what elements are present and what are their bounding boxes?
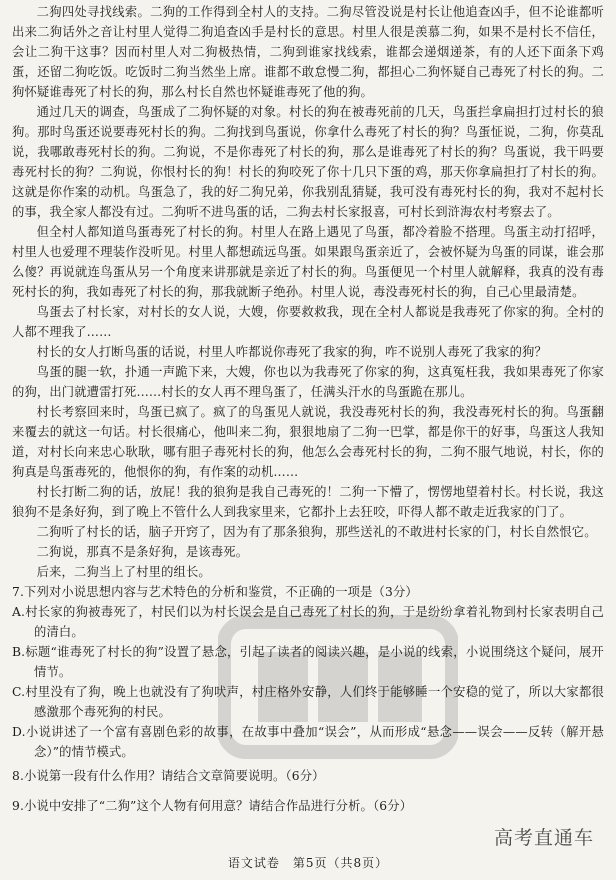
- story-paragraph-10: 二狗说，那真不是条好狗，是该毒死。: [36, 545, 249, 559]
- question-8-stem: 8.小说第一段有什么作用？请结合文章简要说明。（6分）: [12, 769, 325, 783]
- question-7-option-c: C.村里没有了狗，晚上也就没有了狗吠声，村庄格外安静，人们终于能够睡一个安稳的觉了，所以大家都很感激那个毒死狗的村民。: [12, 685, 604, 719]
- question-7-option-a: A.村长家的狗被毒死了，村民们以为村长误会是自己毒死了村长的狗，于是纷纷拿着礼物到村长家表明自己的清白。: [12, 605, 604, 639]
- story-paragraph-5: 村长的女人打断鸟蛋的话说，村里人咋都说你毒死了我家的狗，咋不说别人毒死了我家的狗？: [36, 345, 547, 359]
- question-7-stem: 7.下列对小说思想内容与艺术特色的分析和鉴赏，不正确的一项是（3分）: [12, 585, 418, 599]
- story-paragraph-3: 但全村人都知道鸟蛋毒死了村长的狗。村里人在路上遇见了鸟蛋，都冷着脸不搭理。鸟蛋主动打招呼，村里人也爱理不理装作没听见。村里人都想疏远鸟蛋。如果跟鸟蛋亲近了，会被怀疑为鸟蛋的同谋，谁会那么傻？再说就连鸟蛋从另一个角度来讲那就是亲近了村长的狗。鸟蛋便见一个村里人就解释，我真的没有毒死村长的狗，我如毒死了村长的狗，那我就断子绝孙。村里人说，毒没毒死村长的狗，自己心里最清楚。: [12, 225, 604, 299]
- question-9-stem: 9.小说中安排了“二狗”这个人物有何用意？请结合作品进行分析。（6分）: [12, 799, 413, 813]
- question-7: [12, 582, 604, 762]
- question-7-option-d: D.小说讲述了一个富有喜剧色彩的故事，在故事中叠加“误会”，从而形成“悬念——误会——反转（解开悬念）”的情节模式。: [12, 725, 604, 759]
- story-paragraph-11: 后来，二狗当上了村里的组长。: [36, 565, 211, 579]
- story-paragraph-6: 鸟蛋的腿一软，扑通一声跪下来，大嫂，你也以为我毒死了你家的狗，这真冤枉我，我如果毒死了你家的狗，出门就遭雷打死……村长的女人再不理鸟蛋了，任满头汗水的鸟蛋跪在那儿。: [12, 365, 604, 399]
- story-paragraph-8: 村长打断二狗的话，放屁！我的狼狗是我自己毒死的！二狗一下懵了，愣愣地望着村长。村长说，我这狼狗不是条好狗，到了晚上不管什么人到我家里来，它都扑上去狂咬，吓得人都不敢走近我家的门了。: [12, 485, 604, 519]
- spacer: [12, 786, 604, 796]
- story-paragraph-2: 通过几天的调查，鸟蛋成了二狗怀疑的对象。村长的狗在被毒死前的几天，鸟蛋拦拿扁担打过村长的狼狗。那时鸟蛋还说要毒死村长的狗。二狗找到鸟蛋说，你拿什么毒死了村长的狗？鸟蛋怔说，二狗，你莫乱说，我哪敢毒死村长的狗。二狗说，不是你毒死了村长的狗，那么是谁毒死了村长的狗？鸟蛋说，我干吗要毒死村长的狗？二狗说，你恨村长的狗！村长的狗咬死了你十几只下蛋的鸡，那天你拿扁担打了村长的狗。这就是你作案的动机。鸟蛋急了，我的好二狗兄弟，你我别乱猜疑，我可没有毒死村长的狗，我对不起村长的事，我全家人都没有过。二狗听不进鸟蛋的话，二狗去村长家报喜，可村长到浒海农村考察去了。: [12, 105, 604, 219]
- page-footer: 语文试卷 第5页（共8页）: [227, 856, 389, 870]
- watermark-text: 高考直通车: [493, 827, 594, 849]
- story-paragraph-9: 二狗听了村长的话，脑子开窍了，因为有了那条狼狗，那些送礼的不敢进村长家的门，村长自然恨它。: [36, 525, 597, 539]
- story-paragraph-1: 二狗四处寻找线索。二狗的工作得到全村人的支持。二狗尽管没说是村长让他追查凶手，但不论谁都听出来二狗话外之音让村里人觉得二狗追查凶手是村长的意思。村里人很是羡慕二狗，如果不是村长不信任，会让二狗干这事？因而村里人对二狗极热情，二狗到谁家找线索，谁都会递烟递茶，有的人还下面条下鸡蛋，还留二狗吃饭。吃饭时二狗当然坐上席。谁都不敢怠慢二狗，都担心二狗怀疑自己毒死了村长的狗。二狗怀疑谁毒死了村长的狗，那么村长自然也怀疑谁毒死了他的狗。: [12, 5, 604, 99]
- story-passage: [12, 2, 604, 582]
- story-paragraph-4: 鸟蛋去了村长家，对村长的女人说，大嫂，你要救救我，现在全村人都说是我毒死了你家的狗。全村的人都不理我了……: [12, 305, 604, 339]
- story-paragraph-7: 村长考察回来时，鸟蛋已疯了。疯了的鸟蛋见人就说，我没毒死村长的狗，我没毒死村长的狗。鸟蛋翻来覆去的就这一句话。村长很痛心，他叫来二狗，狠狠地扇了二狗一巴掌，都是你干的好事，鸟蛋这人我知道，对村长向来忠心耿耿，哪有胆子毒死村长的狗，他怎么会毒死村长的狗，二狗不服气地说，村长，你的狗真是鸟蛋毒死的，他恨你的狗，有作案的动机……: [12, 405, 604, 479]
- question-7-option-b: B.标题“谁毒死了村长的狗”设置了悬念，引起了读者的阅读兴趣，是小说的线索，小说围绕这个疑问，展开情节。: [12, 645, 604, 679]
